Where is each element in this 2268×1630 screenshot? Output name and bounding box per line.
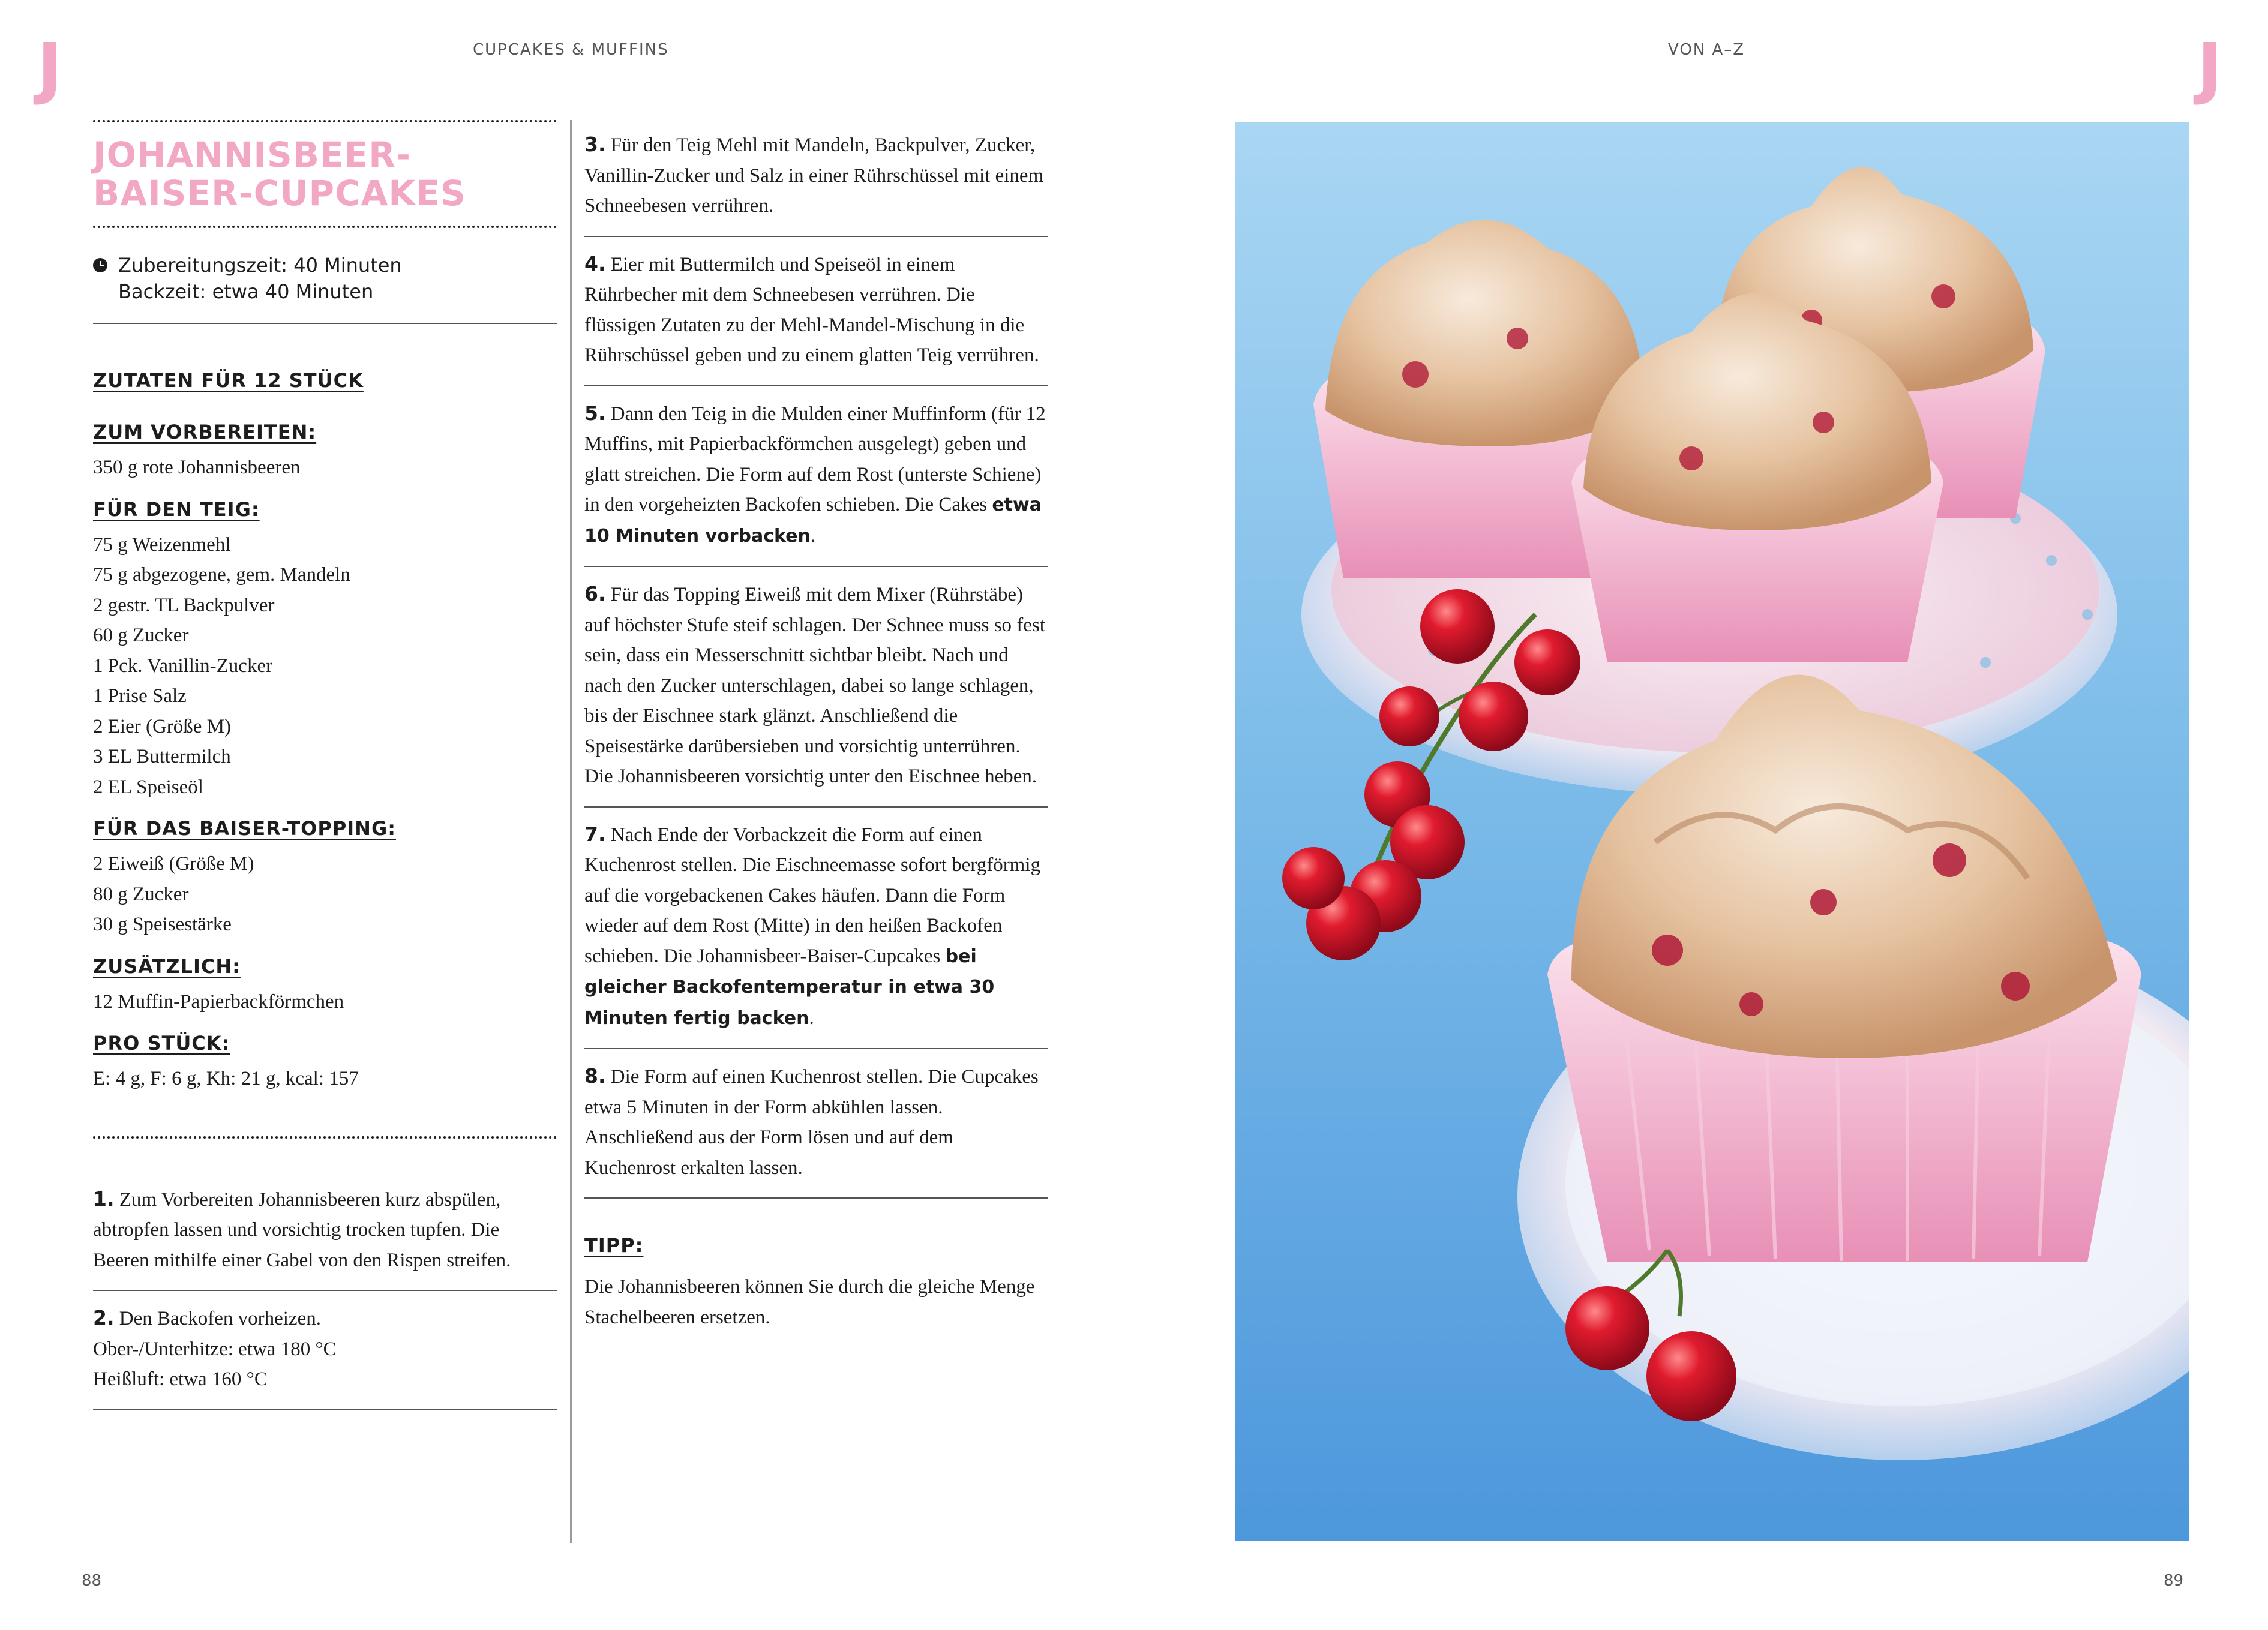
ingredient-item: 12 Muffin-Papierbackförmchen bbox=[93, 990, 344, 1013]
clock-icon bbox=[93, 258, 107, 272]
page-number-left: 88 bbox=[82, 1572, 102, 1590]
ingredient-list-prep bbox=[93, 452, 557, 483]
recipe-title bbox=[93, 136, 557, 212]
bake-time: Backzeit: etwa 40 Minuten bbox=[118, 280, 374, 303]
ingredient-item: 350 g rote Johannisbeeren bbox=[93, 457, 301, 478]
step-4: 4. Eier mit Buttermilch und Speiseöl in einem Rührbecher mit dem Schneebesen verrühren. Die flüssigen Zutaten zu der Mehl-Mandel-Mischung in die Rührschüssel geben und zu einem glatten Teig verrühren. bbox=[584, 251, 1039, 366]
ingredient-item: 2 gestr. TL Backpulver bbox=[93, 594, 275, 616]
ingredient-item: 80 g Zucker bbox=[93, 883, 189, 905]
cupcakes-illustration bbox=[1235, 122, 2189, 1541]
group-heading-nutrition: PRO STÜCK: bbox=[93, 1032, 230, 1055]
step-1: 1. Zum Vorbereiten Johannisbeeren kurz abspülen, abtropfen lassen und vorsichtig trocken tupfen. Die Beeren mithilfe einer Gabel von den Rispen streifen. bbox=[93, 1187, 511, 1271]
ingredient-list-topping bbox=[93, 849, 557, 940]
group-heading-prep: ZUM VORBEREITEN: bbox=[93, 421, 317, 443]
tip-heading: TIPP: bbox=[584, 1234, 644, 1257]
time-info bbox=[93, 252, 557, 305]
step-6: 6. Für das Topping Eiweiß mit dem Mixer (Rührstäbe) auf höchster Stufe steif schlagen. Der Schnee muss so fest sein, dass ein Messerschnitt sichtbar bleibt. Nach und nach den Zucker unterschlagen, dabei so lange schlagen, bis der Eischnee stark glänzt. Anschließend die Speisestärke darübersieben und vorsichtig unterrühren. Die Johannisbeeren vorsichtig unter den Eischnee heben. bbox=[584, 582, 1045, 787]
divider bbox=[93, 1409, 557, 1410]
nutrition-info bbox=[93, 1064, 557, 1094]
tip-text: Die Johannisbeeren können Sie durch die gleiche Menge Stachelbeeren ersetzen. bbox=[584, 1276, 1035, 1328]
prep-time: Zubereitungszeit: 40 Minuten bbox=[118, 254, 402, 277]
ingredient-list-extra bbox=[93, 987, 557, 1017]
ingredient-list-dough bbox=[93, 530, 557, 803]
nutrition-values: E: 4 g, F: 6 g, Kh: 21 g, kcal: 157 bbox=[93, 1068, 359, 1089]
dotted-divider bbox=[93, 120, 557, 122]
step-7: 7. Nach Ende der Vorbackzeit die Form auf einen Kuchenrost stellen. Die Eischneemasse sofort bergförmig auf die vorgebackenen Cakes häufen. Dann die Form wieder auf dem Rost (Mitte) in den heißen Backofen schieben. Die Johannisbeer-Baiser-Cupcakes bei gleicher Backofentemperatur in etwa 30 Minuten fertig backen. bbox=[584, 822, 1041, 1029]
ingredient-item: 60 g Zucker bbox=[93, 625, 189, 646]
group-heading-dough: FÜR DEN TEIG: bbox=[93, 497, 260, 521]
ingredient-item: 75 g abgezogene, gem. Mandeln bbox=[93, 564, 350, 586]
section-letter-right: J bbox=[2197, 29, 2222, 107]
ingredient-item: 2 Eiweiß (Größe M) bbox=[93, 853, 254, 875]
section-letter-left: J bbox=[37, 29, 62, 107]
recipe-column-left bbox=[93, 120, 557, 1410]
ingredient-item: 75 g Weizenmehl bbox=[93, 533, 231, 556]
running-head-right: VON A–Z bbox=[1668, 41, 1745, 59]
ingredient-item: 2 Eier (Größe M) bbox=[93, 715, 232, 737]
group-heading-topping: FÜR DAS BAISER-TOPPING: bbox=[93, 817, 397, 840]
ingredients-heading: ZUTATEN FÜR 12 STÜCK bbox=[93, 369, 364, 392]
ingredient-item: 3 EL Buttermilch bbox=[93, 746, 231, 767]
page-number-right: 89 bbox=[2164, 1572, 2184, 1590]
ingredient-item: 1 Pck. Vanillin-Zucker bbox=[93, 655, 273, 677]
group-heading-extra: ZUSÄTZLICH: bbox=[93, 954, 241, 978]
running-head-left: CUPCAKES & MUFFINS bbox=[473, 41, 669, 59]
recipe-photo bbox=[1235, 122, 2189, 1541]
column-rule bbox=[570, 120, 572, 1543]
step-2: 2. Den Backofen vorheizen. Ober-/Unterhitze: etwa 180 °C Heißluft: etwa 160 °C bbox=[93, 1306, 337, 1390]
step-8: 8. Die Form auf einen Kuchenrost stellen. Die Cupcakes etwa 5 Minuten in der Form abkühlen lassen. Anschließend aus der Form lösen und auf dem Kuchenrost erkalten lassen. bbox=[584, 1064, 1039, 1179]
recipe-column-right bbox=[584, 120, 1048, 1332]
recipe-title-line1: JOHANNISBEER- bbox=[93, 134, 411, 175]
dotted-divider bbox=[93, 226, 557, 228]
ingredient-item: 2 EL Speiseöl bbox=[93, 776, 203, 798]
step-3: 3. Für den Teig Mehl mit Mandeln, Backpulver, Zucker, Vanillin-Zucker und Salz in einer Rührschüssel mit einem Schneebesen verrühren. bbox=[584, 133, 1044, 217]
recipe-title-line2: BAISER-CUPCAKES bbox=[93, 173, 466, 214]
ingredient-item: 30 g Speisestärke bbox=[93, 914, 232, 935]
step-5: 5. Dann den Teig in die Mulden einer Muffinform (für 12 Muffins, mit Papierbackförmchen ausgelegt) geben und glatt streichen. Die Form auf dem Rost (unterste Schiene) in den vorgeheizten Backofen schieben. Die Cakes etwa 10 Minuten vorbacken. bbox=[584, 401, 1046, 547]
ingredient-item: 1 Prise Salz bbox=[93, 685, 187, 707]
